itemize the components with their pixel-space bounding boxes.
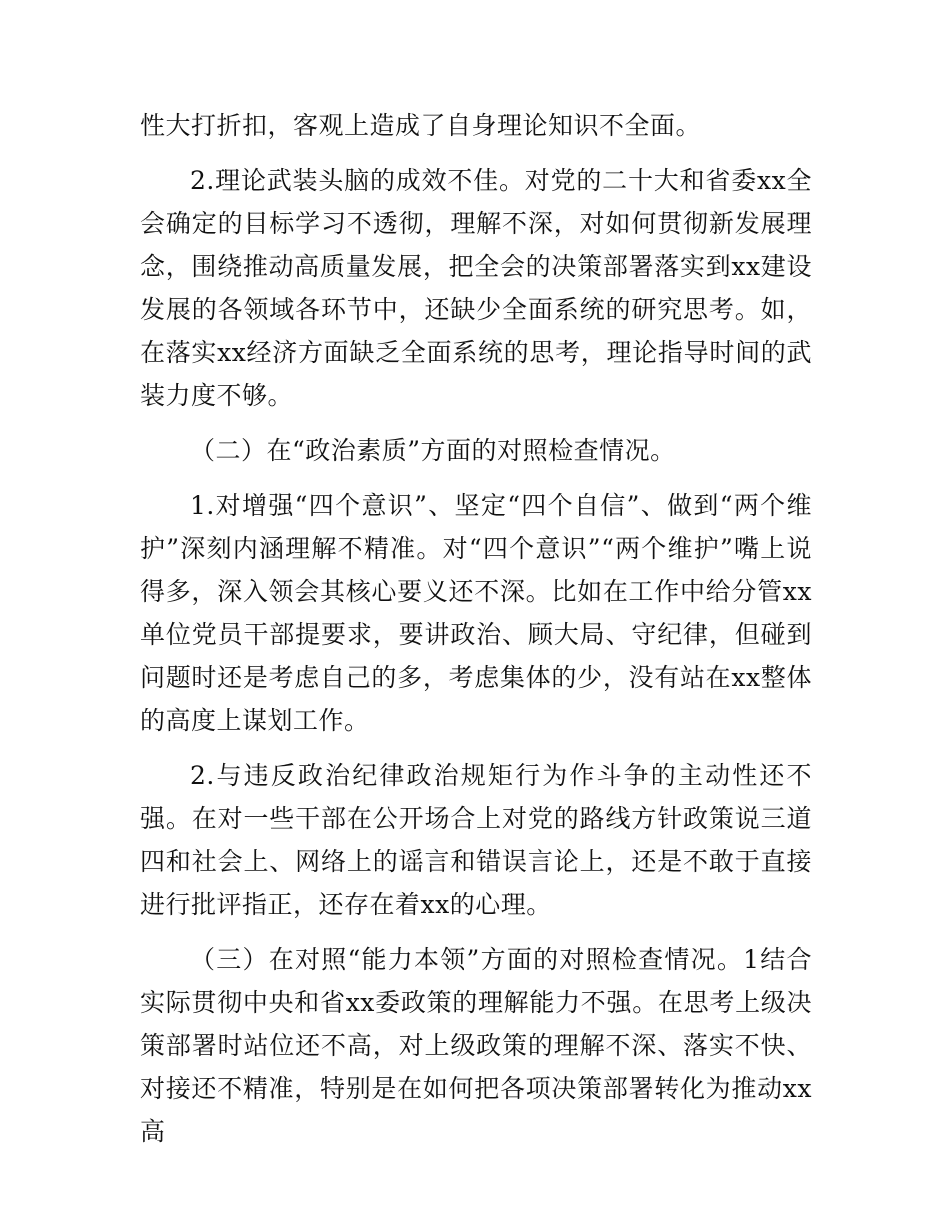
paragraph-four-consciousness: 1.对增强“四个意识”、坚定“四个自信”、做到“两个维护”深刻内涵理解不精准。对“四个意识”“两个维护”嘴上说得多，深入领会其核心要义还不深。比如在工作中给分管xx单位党员干部提要求，要讲政治、顾大局、守纪律，但碰到问题时还是考虑自己的多，考虑集体的少，没有站在xx整体的高度上谋划工作。 [140, 491, 812, 735]
paragraph-ability-skills: （三）在对照“能力本领”方面的对照检查情况。1结合实际贯彻中央和省xx委政策的理解能力不强。在思考上级决策部署时站位还不高，对上级政策的理解不深、落实不快、对接还不精准，特别是在如何把各项决策部署转化为推动xx高 [140, 945, 812, 1146]
paragraph-theory-armament: 2.理论武装头脑的成效不佳。对党的二十大和省委xx全会确定的目标学习不透彻，理解不深，对如何贯彻新发展理念，围绕推动高质量发展，把全会的决策部署落实到xx建设发展的各领域各环节中，还缺少全面系统的研究思考。如，在落实xx经济方面缺乏全面系统的思考，理论指导时间的武装力度不够。 [140, 166, 812, 410]
paragraph-political-discipline: 2.与违反政治纪律政治规矩行为作斗争的主动性还不强。在对一些干部在公开场合上对党的路线方针政策说三道四和社会上、网络上的谣言和错误言论上，还是不敢于直接进行批评指正，还存在着xx的心理。 [140, 761, 812, 919]
document-body [140, 104, 812, 1165]
paragraph-continuation: 性大打折扣，客观上造成了自身理论知识不全面。 [140, 111, 702, 140]
heading-political-quality: （二）在“政治素质”方面的对照检查情况。 [190, 436, 676, 465]
